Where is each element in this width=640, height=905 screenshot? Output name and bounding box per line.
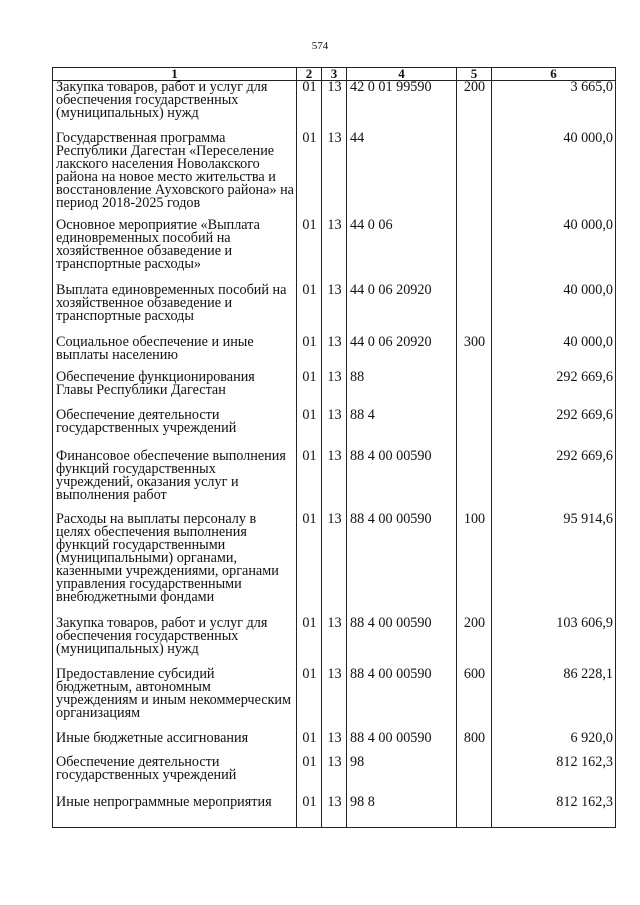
row-section: 01 <box>297 336 322 371</box>
table-row <box>53 732 616 756</box>
row-section: 01 <box>297 409 322 450</box>
row-section: 01 <box>297 219 322 284</box>
row-section: 01 <box>297 756 322 796</box>
row-subsection: 13 <box>322 756 347 796</box>
header-col-1: 1 <box>53 68 297 81</box>
row-name: Обеспечение функционирования Главы Республики Дагестан <box>53 371 297 409</box>
table-row <box>53 81 616 132</box>
row-amount: 3 665,0 <box>492 81 616 132</box>
row-expense-type <box>457 371 492 409</box>
header-col-5: 5 <box>457 68 492 81</box>
row-subsection: 13 <box>322 450 347 513</box>
row-subsection: 13 <box>322 513 347 617</box>
row-expense-type: 300 <box>457 336 492 371</box>
row-subsection: 13 <box>322 336 347 371</box>
table-row <box>53 617 616 668</box>
table-row <box>53 756 616 796</box>
row-target-code: 44 <box>347 132 457 219</box>
row-target-code: 44 0 06 20920 <box>347 336 457 371</box>
row-amount: 40 000,0 <box>492 284 616 336</box>
row-amount: 812 162,3 <box>492 796 616 828</box>
row-amount: 40 000,0 <box>492 132 616 219</box>
header-col-4: 4 <box>347 68 457 81</box>
table-row <box>53 371 616 409</box>
row-amount: 292 669,6 <box>492 450 616 513</box>
header-col-3: 3 <box>322 68 347 81</box>
row-name: Закупка товаров, работ и услуг для обеспечения государственных (муниципальных) нужд <box>53 81 297 132</box>
row-name: Основное мероприятие «Выплата единовременных пособий на хозяйственное обзаведение и транспортные расходы» <box>53 219 297 284</box>
table-row <box>53 450 616 513</box>
row-amount: 95 914,6 <box>492 513 616 617</box>
row-section: 01 <box>297 81 322 132</box>
row-expense-type: 200 <box>457 617 492 668</box>
header-col-6: 6 <box>492 68 616 81</box>
row-target-code: 88 4 00 00590 <box>347 450 457 513</box>
table-row <box>53 409 616 450</box>
row-subsection: 13 <box>322 668 347 732</box>
row-subsection: 13 <box>322 132 347 219</box>
table-row <box>53 796 616 828</box>
row-expense-type <box>457 409 492 450</box>
row-section: 01 <box>297 513 322 617</box>
row-name: Обеспечение деятельности государственных учреждений <box>53 756 297 796</box>
row-name: Иные непрограммные мероприятия <box>53 796 297 828</box>
row-expense-type: 600 <box>457 668 492 732</box>
row-target-code: 88 <box>347 371 457 409</box>
row-target-code: 98 8 <box>347 796 457 828</box>
row-expense-type <box>457 796 492 828</box>
row-target-code: 44 0 06 20920 <box>347 284 457 336</box>
header-col-2: 2 <box>297 68 322 81</box>
table-row <box>53 513 616 617</box>
row-amount: 292 669,6 <box>492 409 616 450</box>
row-amount: 103 606,9 <box>492 617 616 668</box>
row-name: Социальное обеспечение и иные выплаты населению <box>53 336 297 371</box>
row-section: 01 <box>297 371 322 409</box>
table-row <box>53 668 616 732</box>
row-amount: 40 000,0 <box>492 219 616 284</box>
row-expense-type <box>457 284 492 336</box>
row-target-code: 88 4 <box>347 409 457 450</box>
row-expense-type: 200 <box>457 81 492 132</box>
row-target-code: 88 4 00 00590 <box>347 513 457 617</box>
row-section: 01 <box>297 732 322 756</box>
row-expense-type <box>457 756 492 796</box>
table-row <box>53 284 616 336</box>
row-subsection: 13 <box>322 219 347 284</box>
row-subsection: 13 <box>322 284 347 336</box>
row-section: 01 <box>297 796 322 828</box>
row-name: Выплата единовременных пособий на хозяйственное обзаведение и транспортные расходы <box>53 284 297 336</box>
row-section: 01 <box>297 450 322 513</box>
table-row <box>53 336 616 371</box>
row-expense-type: 800 <box>457 732 492 756</box>
row-amount: 812 162,3 <box>492 756 616 796</box>
row-name: Финансовое обеспечение выполнения функций государственных учреждений, оказания услуг и выполнения работ <box>53 450 297 513</box>
row-name: Предоставление субсидий бюджетным, автономным учреждениям и иным некоммерческим организациям <box>53 668 297 732</box>
row-name: Государственная программа Республики Дагестан «Переселение лакского населения Новолакского района на новое место жительства и восстановление Ауховского района» на период 2018-2025 годов <box>53 132 297 219</box>
table-row <box>53 132 616 219</box>
row-amount: 6 920,0 <box>492 732 616 756</box>
row-expense-type <box>457 450 492 513</box>
row-expense-type <box>457 132 492 219</box>
row-section: 01 <box>297 132 322 219</box>
page-number: 574 <box>311 40 329 52</box>
row-subsection: 13 <box>322 617 347 668</box>
row-name: Иные бюджетные ассигнования <box>53 732 297 756</box>
row-name: Расходы на выплаты персоналу в целях обеспечения выполнения функций государственными (муниципальными) органами, казенными учреждениями, органами управления государственными внебюджетными фондами <box>53 513 297 617</box>
row-target-code: 44 0 06 <box>347 219 457 284</box>
row-subsection: 13 <box>322 796 347 828</box>
row-subsection: 13 <box>322 371 347 409</box>
row-subsection: 13 <box>322 409 347 450</box>
row-target-code: 42 0 01 99590 <box>347 81 457 132</box>
row-section: 01 <box>297 284 322 336</box>
row-amount: 292 669,6 <box>492 371 616 409</box>
row-target-code: 88 4 00 00590 <box>347 617 457 668</box>
row-subsection: 13 <box>322 732 347 756</box>
row-amount: 40 000,0 <box>492 336 616 371</box>
row-subsection: 13 <box>322 81 347 132</box>
row-amount: 86 228,1 <box>492 668 616 732</box>
row-name: Обеспечение деятельности государственных учреждений <box>53 409 297 450</box>
row-expense-type <box>457 219 492 284</box>
row-section: 01 <box>297 617 322 668</box>
budget-table <box>52 67 616 828</box>
row-target-code: 98 <box>347 756 457 796</box>
table-row <box>53 219 616 284</box>
row-target-code: 88 4 00 00590 <box>347 732 457 756</box>
row-target-code: 88 4 00 00590 <box>347 668 457 732</box>
row-expense-type: 100 <box>457 513 492 617</box>
row-section: 01 <box>297 668 322 732</box>
row-name: Закупка товаров, работ и услуг для обеспечения государственных (муниципальных) нужд <box>53 617 297 668</box>
